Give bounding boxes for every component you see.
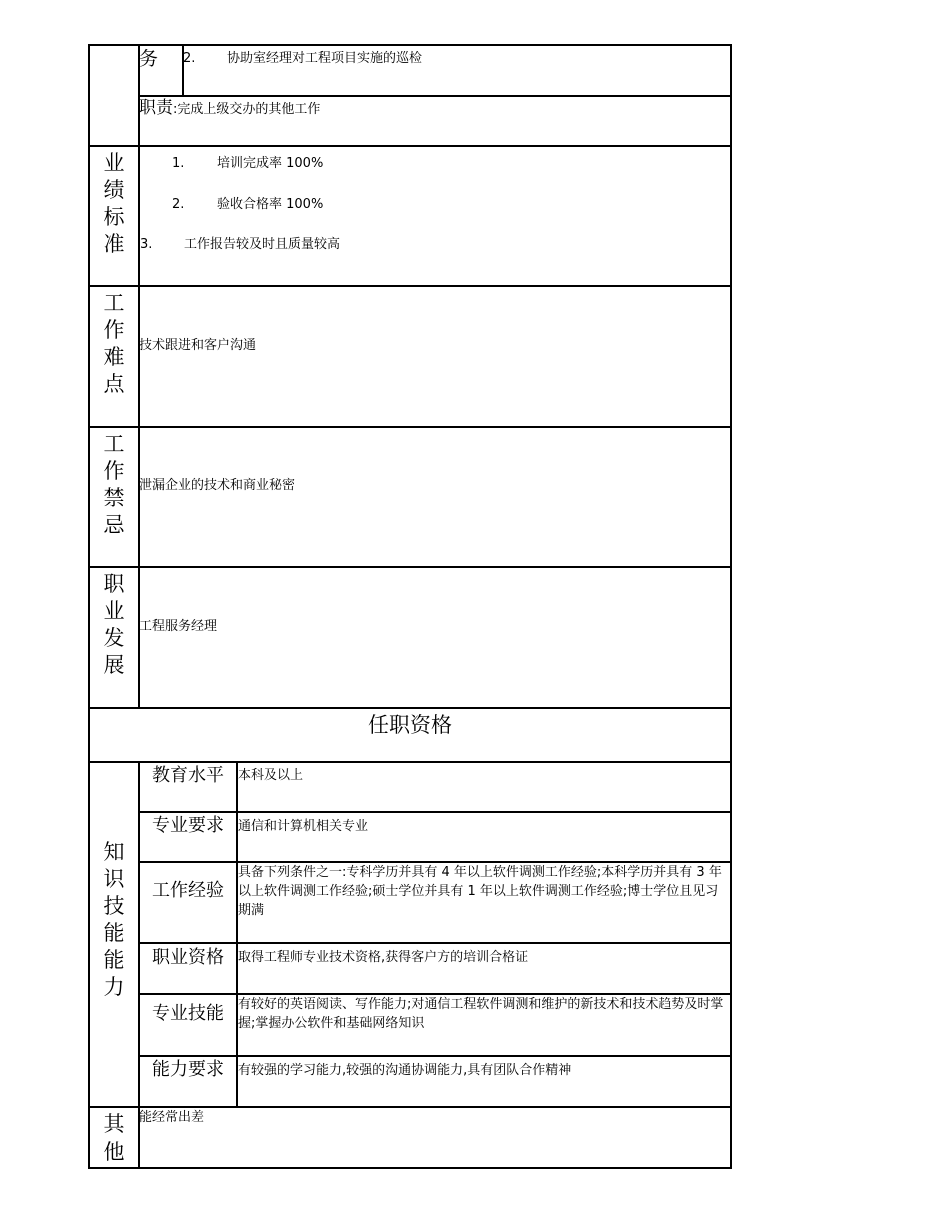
performance-item-number: 3. [140,237,153,252]
row-separator [138,1055,731,1057]
other-text: 能经常出差 [139,1110,205,1125]
duty-item-text: 协助室经理对工程项目实施的巡检 [227,51,423,66]
qualifications-title: 任职资格 [368,713,452,737]
border-bottom [88,1167,732,1169]
other-duties [139,99,320,119]
row-separator [88,426,732,428]
border-top [88,44,732,46]
performance-item-number: 1. [172,156,185,171]
ability-label: 能力要求 [152,1059,224,1080]
knowledge-skills-label: 知 识 技 能 能 力 [103,840,125,999]
row-separator [88,761,732,763]
major-label: 专业要求 [152,815,224,836]
difficulty-text: 技术跟进和客户沟通 [139,338,257,353]
skills-label: 专业技能 [152,1003,224,1024]
certification-value: 取得工程师专业技术资格,获得客户方的培训合格证 [238,950,529,965]
major-value: 通信和计算机相关专业 [238,819,369,834]
performance-label: 业 绩 标 准 [103,151,125,256]
performance-item-text: 培训完成率 100% [217,156,324,171]
row-separator [88,566,732,568]
other-duties-text: :完成上级交办的其他工作 [173,102,321,117]
experience-value: 具备下列条件之一:专科学历并具有 4 年以上软件调测工作经验;本科学历并具有 3 年以上软件调测工作经验;硕士学位并具有 1 年以上软件调测工作经验;博士学位且见习期满 [238,865,722,918]
duty-item-number: 2. [183,51,196,66]
row-separator [138,95,731,97]
ability-value: 有较强的学习能力,较强的沟通协调能力,具有团队合作精神 [238,1063,572,1078]
taboo-text: 泄漏企业的技术和商业秘密 [139,478,296,493]
row-separator [88,285,732,287]
career-label: 职 业 发 展 [103,572,125,677]
experience-label: 工作经验 [152,880,224,901]
taboo-label: 工 作 禁 忌 [103,432,125,537]
performance-item-text: 验收合格率 100% [217,197,324,212]
row-separator [138,811,731,813]
row-separator [138,942,731,944]
career-text: 工程服务经理 [139,619,218,634]
education-label: 教育水平 [152,765,224,786]
performance-item-text: 工作报告较及时且质量较高 [184,237,341,252]
certification-label: 职业资格 [152,947,224,968]
other-duties-prefix: 职责 [139,98,173,118]
row-separator [88,145,732,147]
row-separator [88,707,732,709]
education-value: 本科及以上 [238,768,304,783]
duty-label-fragment: 务 [139,48,159,70]
skills-value: 有较好的英语阅读、写作能力;对通信工程软件调测和维护的新技术和技术趋势及时掌握;掌握办公软件和基础网络知识 [238,997,724,1031]
difficulty-label: 工 作 难 点 [103,291,125,396]
border-right [730,44,732,1168]
other-label: 其 他 [103,1112,125,1164]
performance-item-number: 2. [172,197,185,212]
